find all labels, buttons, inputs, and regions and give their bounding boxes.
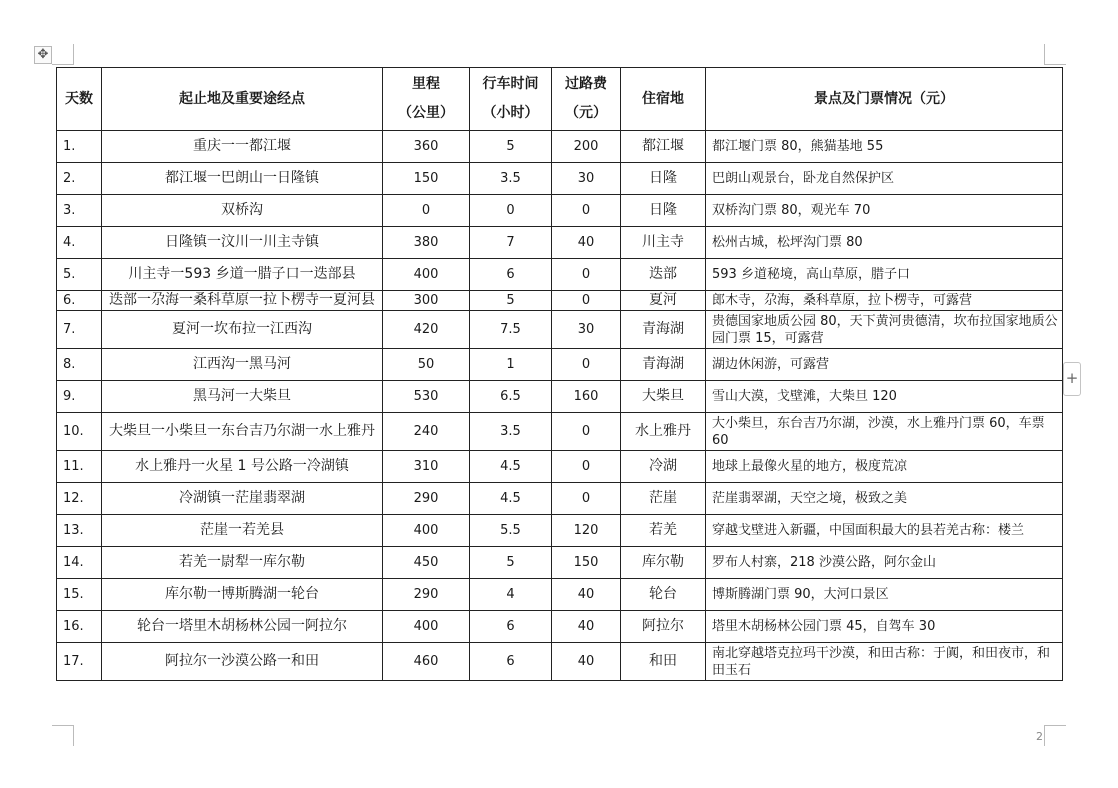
route-cell: 都江堰一巴朗山一日隆镇 <box>102 163 383 195</box>
distance-cell: 380 <box>383 227 470 259</box>
header-stay-label: 住宿地 <box>642 90 684 107</box>
table-body <box>57 131 1063 681</box>
sights-cell: 茫崖翡翠湖，天空之境，极致之美 <box>706 483 1063 515</box>
distance-cell: 450 <box>383 547 470 579</box>
toll-cell: 0 <box>552 451 621 483</box>
table-row <box>57 451 1063 483</box>
route-cell: 黑马河一大柴旦 <box>102 381 383 413</box>
distance-cell: 400 <box>383 259 470 291</box>
table-row <box>57 515 1063 547</box>
stay-cell: 迭部 <box>621 259 706 291</box>
distance-cell: 0 <box>383 195 470 227</box>
distance-cell: 50 <box>383 349 470 381</box>
day-cell: 7. <box>57 311 102 349</box>
day-cell: 1. <box>57 131 102 163</box>
distance-cell: 360 <box>383 131 470 163</box>
time-cell: 1 <box>470 349 552 381</box>
route-cell: 冷湖镇一茫崖翡翠湖 <box>102 483 383 515</box>
stay-cell: 日隆 <box>621 195 706 227</box>
time-cell: 0 <box>470 195 552 227</box>
header-day-label: 天数 <box>65 90 93 107</box>
route-cell: 日隆镇一汶川一川主寺镇 <box>102 227 383 259</box>
time-cell: 4.5 <box>470 451 552 483</box>
stay-cell: 川主寺 <box>621 227 706 259</box>
header-distance-unit: （公里） <box>398 105 454 121</box>
table-row <box>57 195 1063 227</box>
crop-mark-top-right <box>1045 64 1066 65</box>
time-cell: 5 <box>470 291 552 311</box>
table-row <box>57 259 1063 291</box>
route-cell: 重庆一一都江堰 <box>102 131 383 163</box>
toll-cell: 0 <box>552 483 621 515</box>
toll-cell: 40 <box>552 227 621 259</box>
sights-cell: 大小柴旦，东台吉乃尔湖，沙漠，水上雅丹门票 60，车票 60 <box>706 413 1063 451</box>
distance-cell: 240 <box>383 413 470 451</box>
time-cell: 7 <box>470 227 552 259</box>
toll-cell: 150 <box>552 547 621 579</box>
itinerary-table <box>56 67 1063 681</box>
time-cell: 3.5 <box>470 413 552 451</box>
time-cell: 3.5 <box>470 163 552 195</box>
stay-cell: 都江堰 <box>621 131 706 163</box>
table-header-row <box>57 68 1063 131</box>
distance-cell: 290 <box>383 579 470 611</box>
sights-cell: 南北穿越塔克拉玛干沙漠，和田古称：于阗，和田夜市，和田玉石 <box>706 643 1063 681</box>
toll-cell: 30 <box>552 163 621 195</box>
header-distance-label: 里程 <box>412 76 440 92</box>
sights-cell: 湖边休闲游，可露营 <box>706 349 1063 381</box>
day-cell: 11. <box>57 451 102 483</box>
sights-cell: 都江堰门票 80，熊猫基地 55 <box>706 131 1063 163</box>
toll-cell: 0 <box>552 349 621 381</box>
distance-cell: 310 <box>383 451 470 483</box>
distance-cell: 530 <box>383 381 470 413</box>
toll-cell: 40 <box>552 643 621 681</box>
time-cell: 4.5 <box>470 483 552 515</box>
distance-cell: 290 <box>383 483 470 515</box>
table-row <box>57 291 1063 311</box>
table-row <box>57 483 1063 515</box>
route-cell: 大柴旦一小柴旦一东台吉乃尔湖一水上雅丹 <box>102 413 383 451</box>
day-cell: 16. <box>57 611 102 643</box>
header-sights-label: 景点及门票情况（元） <box>814 90 954 107</box>
header-time-label: 行车时间 <box>482 76 539 92</box>
table-row <box>57 579 1063 611</box>
table-row <box>57 547 1063 579</box>
day-cell: 2. <box>57 163 102 195</box>
toll-cell: 120 <box>552 515 621 547</box>
stay-cell: 库尔勒 <box>621 547 706 579</box>
stay-cell: 和田 <box>621 643 706 681</box>
crop-mark-bottom-left <box>52 725 73 726</box>
table-row <box>57 643 1063 681</box>
day-cell: 12. <box>57 483 102 515</box>
toll-cell: 200 <box>552 131 621 163</box>
day-cell: 3. <box>57 195 102 227</box>
header-sights <box>706 68 1063 131</box>
toll-cell: 0 <box>552 291 621 311</box>
day-cell: 15. <box>57 579 102 611</box>
header-time <box>470 68 552 131</box>
header-toll-label: 过路费 <box>565 76 607 92</box>
day-cell: 6. <box>57 291 102 311</box>
day-cell: 8. <box>57 349 102 381</box>
toll-cell: 40 <box>552 611 621 643</box>
toll-cell: 160 <box>552 381 621 413</box>
route-cell: 阿拉尔一沙漠公路一和田 <box>102 643 383 681</box>
stay-cell: 日隆 <box>621 163 706 195</box>
toll-cell: 40 <box>552 579 621 611</box>
sights-cell: 穿越戈壁进入新疆，中国面积最大的县若羌古称：楼兰 <box>706 515 1063 547</box>
stay-cell: 水上雅丹 <box>621 413 706 451</box>
day-cell: 10. <box>57 413 102 451</box>
table-row <box>57 131 1063 163</box>
route-cell: 迭部一尕海一桑科草原一拉卜楞寺一夏河县 <box>102 291 383 311</box>
sights-cell: 双桥沟门票 80，观光车 70 <box>706 195 1063 227</box>
sights-cell: 593 乡道秘境，高山草原，腊子口 <box>706 259 1063 291</box>
time-cell: 4 <box>470 579 552 611</box>
stay-cell: 大柴旦 <box>621 381 706 413</box>
stay-cell: 若羌 <box>621 515 706 547</box>
sights-cell: 雪山大漠，戈壁滩，大柴旦 120 <box>706 381 1063 413</box>
toll-cell: 0 <box>552 259 621 291</box>
header-time-unit: （小时） <box>482 105 539 121</box>
route-cell: 茫崖一若羌县 <box>102 515 383 547</box>
stay-cell: 茫崖 <box>621 483 706 515</box>
crop-mark-bottom-left <box>73 725 74 746</box>
day-cell: 4. <box>57 227 102 259</box>
table-row <box>57 349 1063 381</box>
day-cell: 13. <box>57 515 102 547</box>
header-day <box>57 68 102 131</box>
distance-cell: 420 <box>383 311 470 349</box>
add-column-plus-icon[interactable]: + <box>1063 362 1081 396</box>
route-cell: 夏河一坎布拉一江西沟 <box>102 311 383 349</box>
header-distance <box>383 68 470 131</box>
table-row <box>57 381 1063 413</box>
time-cell: 5 <box>470 547 552 579</box>
sights-cell: 塔里木胡杨林公园门票 45，自驾车 30 <box>706 611 1063 643</box>
crop-mark-top-right <box>1044 44 1045 65</box>
crop-mark-top-left <box>73 44 74 65</box>
sights-cell: 地球上最像火星的地方，极度荒凉 <box>706 451 1063 483</box>
stay-cell: 轮台 <box>621 579 706 611</box>
time-cell: 5.5 <box>470 515 552 547</box>
header-toll-unit: （元） <box>565 105 607 121</box>
toll-cell: 0 <box>552 195 621 227</box>
sights-cell: 贵德国家地质公园 80，天下黄河贵德清，坎布拉国家地质公园门票 15，可露营 <box>706 311 1063 349</box>
day-cell: 9. <box>57 381 102 413</box>
page-number: 2 <box>1036 730 1043 743</box>
route-cell: 江西沟一黑马河 <box>102 349 383 381</box>
route-cell: 双桥沟 <box>102 195 383 227</box>
header-route <box>102 68 383 131</box>
stay-cell: 冷湖 <box>621 451 706 483</box>
time-cell: 6 <box>470 643 552 681</box>
route-cell: 库尔勒一博斯腾湖一轮台 <box>102 579 383 611</box>
crop-mark-bottom-right <box>1045 725 1066 726</box>
distance-cell: 400 <box>383 611 470 643</box>
table-row <box>57 163 1063 195</box>
day-cell: 14. <box>57 547 102 579</box>
sights-cell: 巴朗山观景台，卧龙自然保护区 <box>706 163 1063 195</box>
route-cell: 水上雅丹一火星 1 号公路一冷湖镇 <box>102 451 383 483</box>
table-move-handle-icon[interactable]: ✥ <box>34 46 52 64</box>
table-row <box>57 311 1063 349</box>
route-cell: 川主寺一593 乡道一腊子口一迭部县 <box>102 259 383 291</box>
header-toll <box>552 68 621 131</box>
toll-cell: 0 <box>552 413 621 451</box>
distance-cell: 460 <box>383 643 470 681</box>
header-stay <box>621 68 706 131</box>
sights-cell: 罗布人村寨，218 沙漠公路，阿尔金山 <box>706 547 1063 579</box>
sights-cell: 郎木寺，尕海，桑科草原，拉卜楞寺，可露营 <box>706 291 1063 311</box>
route-cell: 若羌一尉犁一库尔勒 <box>102 547 383 579</box>
time-cell: 6 <box>470 259 552 291</box>
crop-mark-top-left <box>52 64 73 65</box>
table-row <box>57 413 1063 451</box>
header-route-label: 起止地及重要途经点 <box>179 90 305 107</box>
distance-cell: 300 <box>383 291 470 311</box>
table-row <box>57 227 1063 259</box>
crop-mark-bottom-right <box>1044 725 1045 746</box>
distance-cell: 150 <box>383 163 470 195</box>
stay-cell: 青海湖 <box>621 349 706 381</box>
route-cell: 轮台一塔里木胡杨林公园一阿拉尔 <box>102 611 383 643</box>
stay-cell: 青海湖 <box>621 311 706 349</box>
time-cell: 6.5 <box>470 381 552 413</box>
day-cell: 17. <box>57 643 102 681</box>
table-row <box>57 611 1063 643</box>
stay-cell: 阿拉尔 <box>621 611 706 643</box>
time-cell: 7.5 <box>470 311 552 349</box>
time-cell: 5 <box>470 131 552 163</box>
time-cell: 6 <box>470 611 552 643</box>
stay-cell: 夏河 <box>621 291 706 311</box>
distance-cell: 400 <box>383 515 470 547</box>
day-cell: 5. <box>57 259 102 291</box>
toll-cell: 30 <box>552 311 621 349</box>
sights-cell: 松州古城，松坪沟门票 80 <box>706 227 1063 259</box>
sights-cell: 博斯腾湖门票 90，大河口景区 <box>706 579 1063 611</box>
